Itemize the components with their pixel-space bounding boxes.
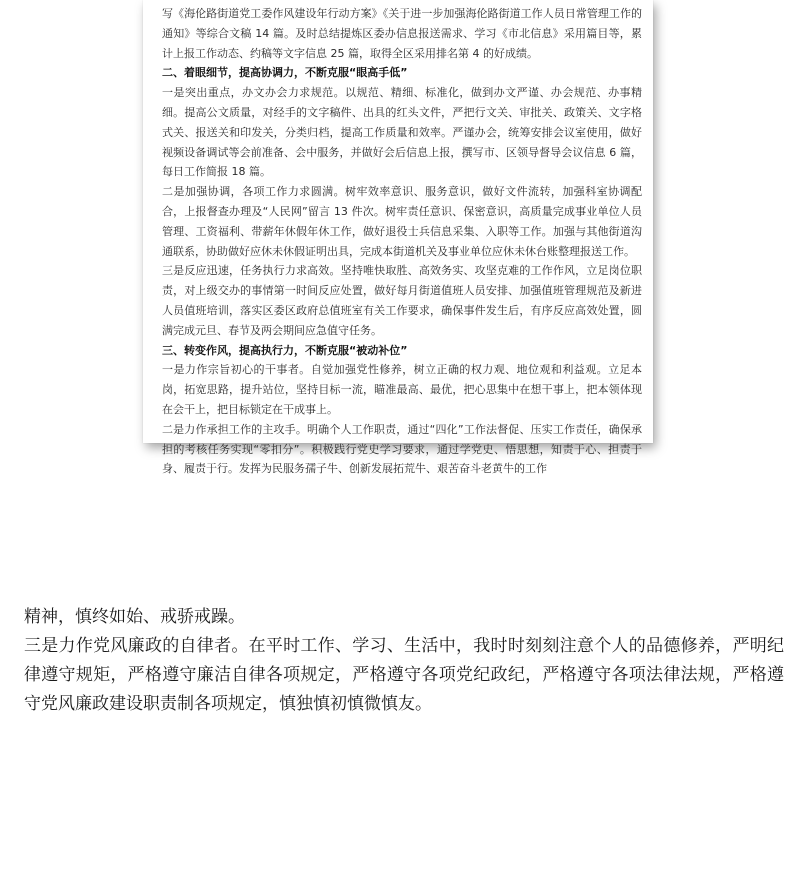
paragraph: 一是力作宗旨初心的干事者。自觉加强党性修养，树立正确的权力观、地位观和利益观。立足本岗，拓宽思路，提升站位，坚持目标一流，瞄准最高、最优，把心思集中在想干事上，把本领体现在会干上，把目标锁定在干成事上。 [162,363,642,416]
continuation-paragraph: 精神，慎终如始、戒骄戒躁。 [24,607,245,627]
section-heading-2: 二、着眼细节，提高协调力，不断克服“眼高手低” [162,66,408,80]
paragraph: 一是突出重点，办文办会力求规范。以规范、精细、标准化，做到办文严谨、办会规范、办事精细。提高公文质量，对经手的文字稿件、出具的红头文件，严把行文关、审批关、政策关、文字格式关、报送关和印发关，分类归档，提高工作质量和效率。严谨办会，统筹安排会议室使用，做好视频设备调试等会前准备、会中服务，并做好会后信息上报，撰写市、区领导督导会议信息 6 篇，每日工作简报 18 篇。 [162,86,642,179]
paragraph: 三是反应迅速，任务执行力求高效。坚持唯快取胜、高效务实、攻坚克难的工作作风，立足岗位职责，对上级交办的事情第一时间反应处置，做好每月街道值班人员安排、加强值班管理规范及新进人员值班培训，落实区委区政府总值班室有关工作要求，确保事件发生后，有序反应高效处置，圆满完成元旦、春节及两会期间应急值守任务。 [162,264,642,337]
continuation-text [24,603,784,719]
paragraph: 写《海伦路街道党工委作风建设年行动方案》《关于进一步加强海伦路街道工作人员日常管理工作的通知》等综合文稿 14 篇。及时总结提炼区委办信息报送需求、学习《市北信息》采用篇目等，累计上报工作动态、约稿等文字信息 25 篇，取得全区采用排名第 4 的好成绩。 [162,7,642,60]
page-text-block [162,4,642,479]
paragraph: 二是力作承担工作的主攻手。明确个人工作职责，通过“四化”工作法督促、压实工作责任，确保承担的考核任务实现“零扣分”。积极践行党史学习要求，通过学党史、悟思想，知责于心、担责于身、履责于行。发挥为民服务孺子牛、创新发展拓荒牛、艰苦奋斗老黄牛的工作 [162,422,642,476]
paragraph: 二是加强协调，各项工作力求圆满。树牢效率意识、服务意识，做好文件流转，加强科室协调配合，上报督查办理及“人民网”留言 13 件次。树牢责任意识、保密意识，高质量完成事业单位人员管理、工资福利、带薪年休假年休工作，做好退役士兵信息采集、入职等工作。加强与其他街道沟通联系，协助做好应休未休假证明出具，完成本街道机关及事业单位应休未休台账整理报送工作。 [162,185,642,258]
continuation-paragraph: 三是力作党风廉政的自律者。在平时工作、学习、生活中，我时时刻刻注意个人的品德修养，严明纪律遵守规矩，严格遵守廉洁自律各项规定，严格遵守各项党纪政纪，严格遵守各项法律法规，严格遵守党风廉政建设职责制各项规定，慎独慎初慎微慎友。 [24,636,784,714]
section-heading-3: 三、转变作风，提高执行力，不断克服“被动补位” [162,343,408,357]
document-page-preview [143,0,653,476]
